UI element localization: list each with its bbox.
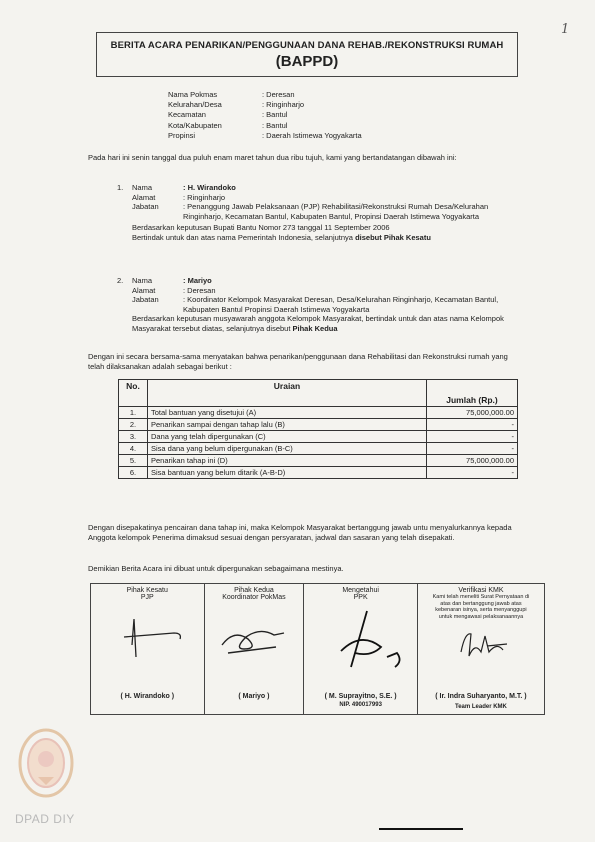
bottom-divider [379,828,463,830]
signature-cell-pokmas [204,584,304,715]
signature-title: Team Leader KMK [454,704,507,710]
party-value: : Penanggung Jawab Pelaksanaan (PJP) Rehabilitasi/Rekonstruksi Rumah Desa/Kelurahan Ringinharjo, Kecamatan Bantul, Kabupaten Bantul, Propinsi Daerah Istimewa Yogyakarta [183,202,489,221]
signature-mark-wirandoko [102,607,192,667]
signature-mark-indra [441,622,521,662]
signature-nip: NIP. 490017993 [339,702,382,708]
signature-mark-mariyo [214,615,294,665]
watermark: DPAD DIY [15,812,75,826]
party-name: : H. Wirandoko [183,183,236,192]
party-label: Jabatan [132,295,159,305]
party-basis: Berdasarkan keputusan Bupati Bantu Nomor 273 tanggal 11 September 2006 [132,223,390,233]
signature-name: ( Mariyo ) [238,693,270,700]
row-uraian: Penarikan tahap ini (D) [148,455,427,467]
row-no: 5. [119,455,148,467]
party-row [117,295,527,314]
info-label: Nama Pokmas [168,90,218,99]
party-row [117,276,527,286]
signature-sub: PJP [140,594,154,601]
info-row [168,131,362,141]
signature-table [90,583,545,715]
row-uraian: Dana yang telah dipergunakan (C) [148,431,427,443]
intro-paragraph: Pada hari ini senin tanggal dua puluh enam maret tahun dua ribu tujuh, kami yang bertandatangan dibawah ini: [88,153,457,162]
title-box [96,32,518,77]
signature-sub: PPK [353,594,368,601]
party-acting [117,233,522,243]
signature-row [91,584,545,715]
party-one [117,183,522,243]
party-label: Nama [132,183,153,192]
party-row [117,286,527,296]
info-label: Propinsi [168,130,196,140]
info-row [168,121,362,131]
info-label: Kota/Kabupaten [168,120,222,130]
party-role: Pihak Kedua [292,323,338,333]
party-value: : Deresan [183,285,216,295]
table-row [119,455,518,467]
party-role: disebut Pihak Kesatu [355,232,431,242]
row-jumlah: 75,000,000.00 [427,455,518,467]
info-value: : Bantul [262,120,288,130]
party-label: Jabatan [132,202,159,212]
table-row [119,419,518,431]
table-header-row [119,380,518,407]
table-row [119,467,518,479]
party-basis-text: Berdasarkan keputusan musyawarah anggota Kelompok Masyarakat, bertindak untuk dan atas nama Kelompok Masyarakat tersebut diatas, selanjutnya disebut [132,314,504,333]
signature-cell-pjp [91,584,205,715]
signature-role: Pihak Kedua [234,587,274,594]
row-uraian: Sisa bantuan yang belum ditarik (A-B-D) [148,467,427,479]
party-value: : Ringinharjo [183,192,226,202]
party-acting-text: Bertindak untuk dan atas nama Pemerintah Indonesia, selanjutnya [132,232,356,242]
party-row [117,202,522,221]
corner-mark: 1 [561,22,570,37]
signature-role: Verifikasi KMK [458,587,504,594]
table-row [119,431,518,443]
closing-paragraph: Dengan disepakatinya pencairan dana tahap ini, maka Kelompok Masyarakat bertanggung jawab untu menyalurkannya kepada Anggota kelompok Penerima dimaksud sesuai dengan persyaratan, jadwal dan sasaran yang telah disepakati. [88,523,512,542]
signature-cell-kmk [417,584,544,715]
info-row [168,110,362,120]
closing-statement: Demikian Berita Acara ini dibuat untuk dipergunakan sebagaimana mestinya. [88,564,344,573]
row-jumlah: - [427,443,518,455]
header-no: No. [119,380,148,407]
signature-name: ( Ir. Indra Suharyanto, M.T. ) [435,693,527,700]
document-subtitle: (BAPPD) [275,53,339,70]
header-uraian: Uraian [148,380,427,407]
signature-cell-ppk [304,584,418,715]
row-jumlah: 75,000,000.00 [427,407,518,419]
row-no: 2. [119,419,148,431]
party-number: 2. [117,276,124,285]
document-title: BERITA ACARA PENARIKAN/PENGGUNAAN DANA REHAB./REKONSTRUKSI RUMAH [110,40,504,51]
party-label: Alamat [132,192,156,202]
party-value: : Koordinator Kelompok Masyarakat Deresan, Desa/Kelurahan Ringinharjo, Kecamatan Bantul, Kabupaten Bantul Propinsi Daerah Istimewa Yogyakarta [183,295,499,314]
party-name: : Mariyo [183,276,212,285]
row-jumlah: - [427,431,518,443]
signature-name: ( H. Wirandoko ) [120,693,175,700]
row-uraian: Sisa dana yang belum dipergunakan (B-C) [148,443,427,455]
row-no: 6. [119,467,148,479]
signature-mark-suprayitno [311,601,411,671]
row-no: 4. [119,443,148,455]
statement-paragraph: Dengan ini secara bersama-sama menyatakan bahwa penarikan/penggunaan dana Rehabilitasi dan Rekonstruksi rumah yang telah dilaksanakan adalah sebagai berikut : [88,352,508,371]
party-label: Nama [132,276,153,285]
party-label: Alamat [132,285,156,295]
party-two [117,276,527,334]
row-jumlah: - [427,419,518,431]
party-basis [117,314,527,333]
table-row [119,407,518,419]
info-label: Kelurahan/Desa [168,100,222,110]
party-row [117,193,522,203]
info-row [168,90,362,100]
pokmas-info [168,90,362,141]
table-row [119,443,518,455]
row-uraian: Penarikan sampai dengan tahap lalu (B) [148,419,427,431]
signature-name: ( M. Suprayitno, S.E. ) [324,693,397,700]
row-no: 3. [119,431,148,443]
signature-sub: Kami telah meneliti Surat Pernyataan di atas dan bertanggung jawab atas kebenaran isinya, serta menyanggupi untuk mengawasi pelaksanaannya [432,594,530,620]
signature-sub: Koordinator PokMas [222,594,286,601]
row-jumlah: - [427,467,518,479]
row-no: 1. [119,407,148,419]
info-row [168,100,362,110]
info-value: : Daerah Istimewa Yogyakarta [262,130,362,140]
signature-role: Mengetahui [342,587,379,594]
row-uraian: Total bantuan yang disetujui (A) [148,407,427,419]
fund-table [118,379,518,479]
party-number: 1. [117,183,124,192]
info-value: : Deresan [262,90,295,99]
signature-role: Pihak Kesatu [126,587,168,594]
info-value: : Ringinharjo [262,100,305,110]
info-label: Kecamatan [168,110,206,120]
info-value: : Bantul [262,110,288,120]
emblem-icon [16,725,76,800]
header-jumlah: Jumlah (Rp.) [427,380,518,407]
party-row [117,183,522,193]
